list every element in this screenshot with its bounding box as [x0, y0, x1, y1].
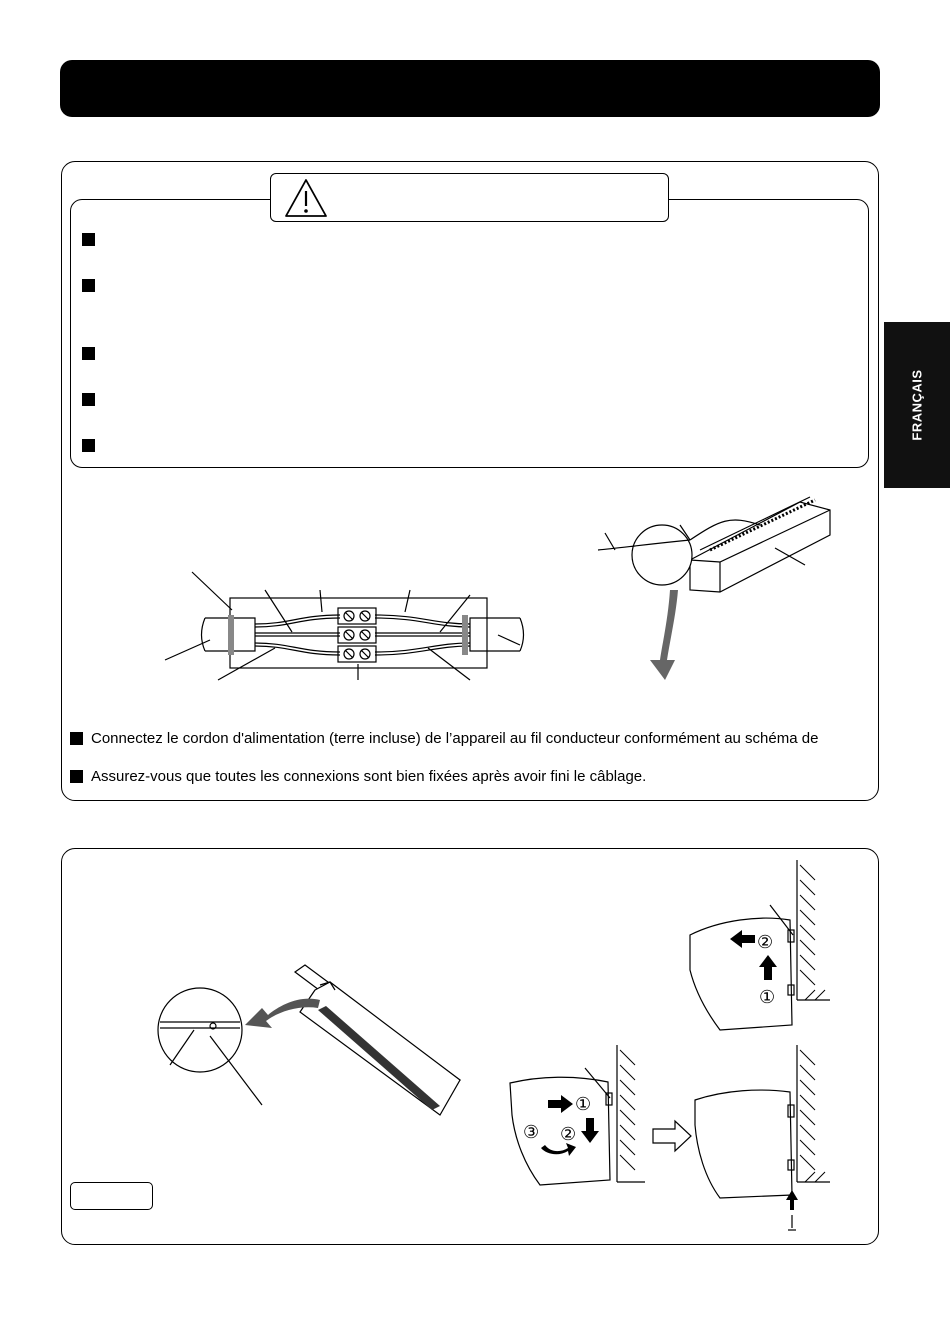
unit-mount-step-bottom-right — [690, 1040, 840, 1240]
language-tab-label: FRANÇAIS — [909, 369, 925, 441]
next-step-arrow-icon — [650, 1118, 695, 1154]
indoor-unit-wiring-illustration — [590, 495, 840, 685]
warning-triangle-icon — [283, 177, 329, 219]
warning-bullet-2 — [82, 279, 95, 292]
warning-box — [70, 199, 869, 468]
warning-bullet-5 — [82, 439, 95, 452]
instruction-line-1 — [70, 730, 818, 747]
step-label-bl-1: ① — [575, 1094, 592, 1115]
unit-mount-step-bottom-left — [505, 1040, 655, 1200]
instruction-text-2: Assurez-vous que toutes les connexions sont bien fixées après avoir fini le câblage. — [91, 768, 647, 785]
front-panel-removal-illustration — [150, 965, 470, 1110]
step-label-top-2: ② — [757, 932, 774, 953]
warning-bullet-4 — [82, 393, 95, 406]
instruction-line-2 — [70, 768, 646, 785]
unit-mount-step-top — [680, 855, 840, 1035]
section-title-bar — [60, 60, 880, 117]
step-label-bl-2: ② — [560, 1124, 577, 1145]
warning-bullet-3 — [82, 347, 95, 360]
instruction-bullet — [70, 732, 83, 745]
instruction-bullet — [70, 770, 83, 783]
warning-bullet-1 — [82, 233, 95, 246]
warning-header — [270, 173, 669, 222]
language-tab[interactable] — [884, 322, 950, 488]
note-label-box — [70, 1182, 153, 1210]
step-label-top-1: ① — [759, 987, 776, 1008]
step-label-bl-3: ③ — [523, 1122, 540, 1143]
wiring-connection-diagram — [160, 560, 540, 690]
instruction-text-1: Connectez le cordon d'alimentation (terre incluse) de l’appareil au fil conducteur conformément au schéma de — [91, 730, 819, 747]
